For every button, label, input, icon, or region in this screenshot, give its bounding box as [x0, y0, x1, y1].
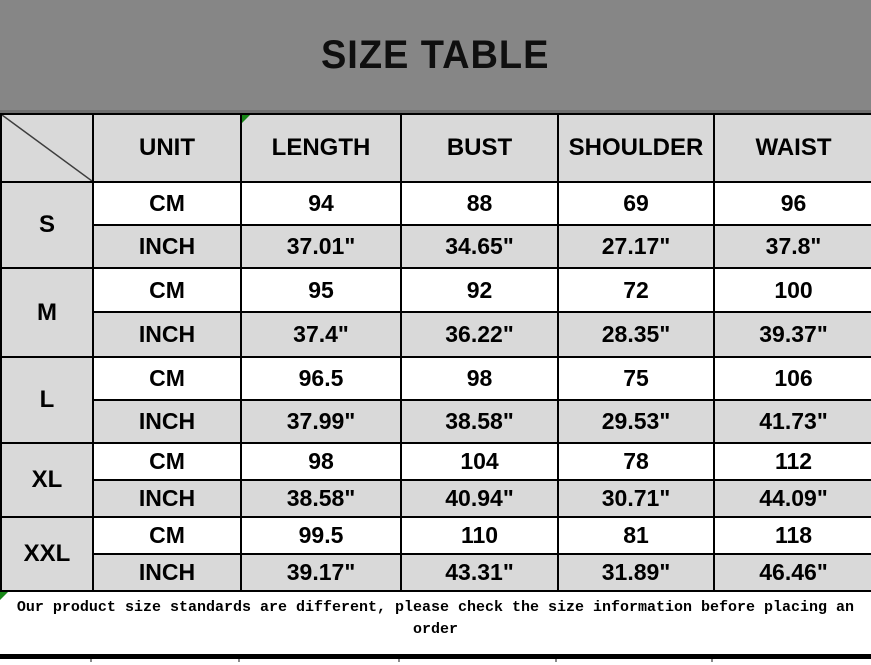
value-cell: 30.71": [558, 480, 714, 517]
value-cell: 81: [558, 517, 714, 554]
page-title: SIZE TABLE: [321, 32, 550, 77]
unit-cell: CM: [93, 443, 241, 480]
gridline-tick: [555, 659, 557, 662]
value-cell: 99.5: [241, 517, 401, 554]
table-row: [1, 400, 871, 443]
table-header-row: [1, 114, 871, 182]
value-cell: 72: [558, 268, 714, 312]
value-cell: 96: [714, 182, 871, 225]
column-header-length: [241, 114, 401, 182]
excel-flag-icon: [242, 115, 250, 123]
value-cell: 28.35": [558, 312, 714, 357]
size-table: [0, 113, 871, 592]
value-cell: 39.37": [714, 312, 871, 357]
corner-diagonal-line: [2, 115, 92, 181]
value-cell: 37.01": [241, 225, 401, 268]
size-label-xl: XL: [1, 443, 93, 517]
value-cell: 98: [401, 357, 558, 400]
gridline-tick: [238, 659, 240, 662]
value-cell: 112: [714, 443, 871, 480]
unit-cell: INCH: [93, 554, 241, 591]
table-row: [1, 357, 871, 400]
column-header-unit: UNIT: [93, 114, 241, 182]
value-cell: 110: [401, 517, 558, 554]
unit-cell: INCH: [93, 480, 241, 517]
size-label-l: L: [1, 357, 93, 443]
value-cell: 92: [401, 268, 558, 312]
value-cell: 98: [241, 443, 401, 480]
value-cell: 46.46": [714, 554, 871, 591]
unit-cell: CM: [93, 357, 241, 400]
value-cell: 104: [401, 443, 558, 480]
size-label-s: S: [1, 182, 93, 268]
value-cell: 75: [558, 357, 714, 400]
value-cell: 78: [558, 443, 714, 480]
value-cell: 34.65": [401, 225, 558, 268]
value-cell: 106: [714, 357, 871, 400]
gridline-tick: [398, 659, 400, 662]
value-cell: 95: [241, 268, 401, 312]
value-cell: 37.99": [241, 400, 401, 443]
value-cell: 40.94": [401, 480, 558, 517]
unit-cell: CM: [93, 517, 241, 554]
value-cell: 88: [401, 182, 558, 225]
value-cell: 38.58": [241, 480, 401, 517]
value-cell: 100: [714, 268, 871, 312]
value-cell: 96.5: [241, 357, 401, 400]
unit-cell: CM: [93, 268, 241, 312]
table-row: [1, 268, 871, 312]
corner-cell: [1, 114, 93, 182]
unit-cell: INCH: [93, 312, 241, 357]
table-row: [1, 480, 871, 517]
size-label-xxl: XXL: [1, 517, 93, 591]
unit-cell: INCH: [93, 225, 241, 268]
table-row: [1, 554, 871, 591]
column-header-bust: BUST: [401, 114, 558, 182]
gridline-tick: [711, 659, 713, 662]
footer-note-text: Our product size standards are different, please check the size information before placing an order: [16, 599, 855, 638]
title-banner: [0, 0, 871, 113]
value-cell: 37.4": [241, 312, 401, 357]
table-row: [1, 443, 871, 480]
value-cell: 39.17": [241, 554, 401, 591]
table-row: [1, 225, 871, 268]
size-label-m: M: [1, 268, 93, 357]
table-bottom-border: [0, 654, 871, 659]
value-cell: 43.31": [401, 554, 558, 591]
value-cell: 36.22": [401, 312, 558, 357]
value-cell: 27.17": [558, 225, 714, 268]
footer-note: [0, 592, 871, 654]
value-cell: 37.8": [714, 225, 871, 268]
excel-flag-icon: [0, 592, 8, 600]
value-cell: 44.09": [714, 480, 871, 517]
value-cell: 31.89": [558, 554, 714, 591]
column-header-waist: WAIST: [714, 114, 871, 182]
unit-cell: CM: [93, 182, 241, 225]
gridline-tick: [90, 659, 92, 662]
column-header-label: LENGTH: [271, 134, 371, 161]
value-cell: 94: [241, 182, 401, 225]
table-row: [1, 312, 871, 357]
value-cell: 41.73": [714, 400, 871, 443]
unit-cell: INCH: [93, 400, 241, 443]
table-row: [1, 517, 871, 554]
value-cell: 29.53": [558, 400, 714, 443]
table-row: [1, 182, 871, 225]
value-cell: 69: [558, 182, 714, 225]
column-header-shoulder: SHOULDER: [558, 114, 714, 182]
value-cell: 118: [714, 517, 871, 554]
value-cell: 38.58": [401, 400, 558, 443]
